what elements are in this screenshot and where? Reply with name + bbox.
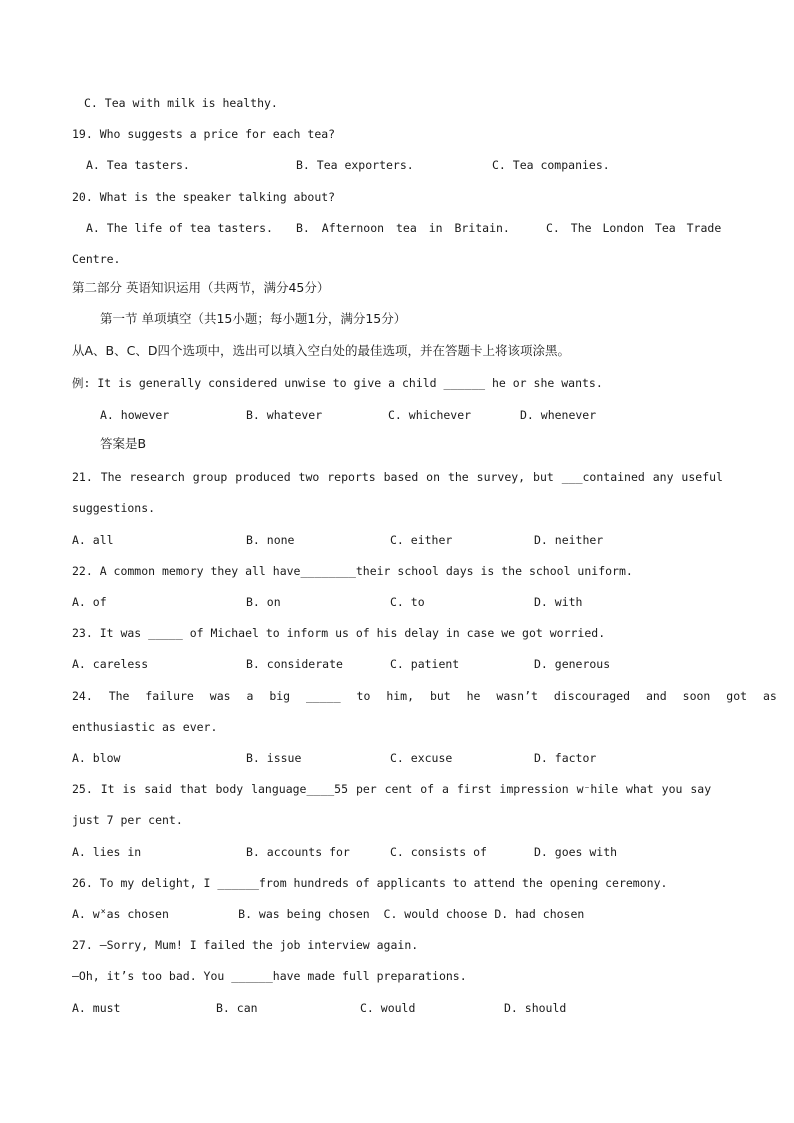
q23-stem: 23. It was _____ of Michael to inform us of his delay in case we got worried. xyxy=(72,626,606,640)
q24-option-b: B. issue xyxy=(246,751,302,765)
q27-line1: 27. —Sorry, Mum! I failed the job interview again. xyxy=(72,938,419,952)
q19-option-c: C. Tea companies. xyxy=(492,158,610,172)
q26-options: A. w˟as chosen B. was being chosen C. would choose D. had chosen xyxy=(72,907,585,921)
q27-option-d: D. should xyxy=(504,1001,567,1015)
q22-option-b: B. on xyxy=(246,595,281,609)
q25-option-b: B. accounts for xyxy=(246,845,350,859)
example-option-c: C. whichever xyxy=(388,408,472,422)
q20-option-a: A. The life of tea tasters. xyxy=(86,221,273,235)
q25-stem-line1: 25. It is said that body language____55 per cent of a first impression w⁻hile what you say xyxy=(72,782,712,796)
q22-stem: 22. A common memory they all have________their school days is the school uniform. xyxy=(72,564,633,578)
q22-option-c: C. to xyxy=(390,595,425,609)
q26-stem: 26. To my delight, I ______from hundreds of applicants to attend the opening ceremony. xyxy=(72,876,668,890)
example-option-d: D. whenever xyxy=(520,408,597,422)
q25-option-d: D. goes with xyxy=(534,845,618,859)
q20-option-c: C. The London Tea Trade xyxy=(546,221,722,235)
section1-title: 第一节 单项填空（共15小题；每小题1分，满分15分） xyxy=(100,311,407,326)
q27-option-b: B. can xyxy=(216,1001,258,1015)
q23-option-b: B. considerate xyxy=(246,657,343,671)
q19-option-b: B. Tea exporters. xyxy=(296,158,414,172)
q19-option-a: A. Tea tasters. xyxy=(86,158,190,172)
section1-instruction: 从A、B、C、D四个选项中，选出可以填入空白处的最佳选项，并在答题卡上将该项涂黑。 xyxy=(72,343,570,358)
q24-stem-line2: enthusiastic as ever. xyxy=(72,720,218,734)
q23-option-d: D. generous xyxy=(534,657,611,671)
q19-stem: 19. Who suggests a price for each tea? xyxy=(72,127,336,141)
q27-line2: —Oh, it’s too bad. You ______have made full preparations. xyxy=(72,969,467,983)
q21-stem-line1: 21. The research group produced two reports based on the survey, but ___contained any useful xyxy=(72,470,723,484)
q20-option-c-continued: Centre. xyxy=(72,252,121,266)
q24-option-d: D. factor xyxy=(534,751,597,765)
q22-option-d: D. with xyxy=(534,595,583,609)
q21-option-d: D. neither xyxy=(534,533,604,547)
q20-stem: 20. What is the speaker talking about? xyxy=(72,190,336,204)
example-option-b: B. whatever xyxy=(246,408,323,422)
q21-option-b: B. none xyxy=(246,533,295,547)
example-option-a: A. however xyxy=(100,408,170,422)
q25-option-a: A. lies in xyxy=(72,845,142,859)
q23-option-a: A. careless xyxy=(72,657,149,671)
q27-option-c: C. would xyxy=(360,1001,416,1015)
example-answer: 答案是B xyxy=(100,436,147,451)
q21-stem-line2: suggestions. xyxy=(72,501,156,515)
q22-option-a: A. of xyxy=(72,595,107,609)
q24-option-a: A. blow xyxy=(72,751,121,765)
q20-option-b: B. Afternoon tea in Britain. xyxy=(296,221,510,235)
q21-option-a: A. all xyxy=(72,533,114,547)
q25-stem-line2: just 7 per cent. xyxy=(72,813,183,827)
q23-option-c: C. patient xyxy=(390,657,460,671)
q24-option-c: C. excuse xyxy=(390,751,453,765)
q24-stem-line1: 24. The failure was a big _____ to him, but he wasn’t discouraged and soon got as xyxy=(72,689,777,703)
q21-option-c: C. either xyxy=(390,533,453,547)
q18-option-c: C. Tea with milk is healthy. xyxy=(84,96,278,110)
q25-option-c: C. consists of xyxy=(390,845,487,859)
part2-title: 第二部分 英语知识运用（共两节，满分45分） xyxy=(72,280,330,295)
example-stem: 例: It is generally considered unwise to give a child ______ he or she wants. xyxy=(72,376,603,390)
q27-option-a: A. must xyxy=(72,1001,121,1015)
